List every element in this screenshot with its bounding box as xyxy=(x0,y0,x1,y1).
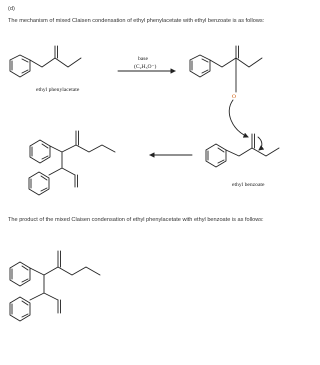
ethyl-benzoate-structure xyxy=(206,134,279,188)
oxygen-atom: O xyxy=(232,94,236,100)
part-label: (d) xyxy=(8,6,15,12)
base-label: base xyxy=(138,56,148,62)
ethyl-phenylacetate-structure xyxy=(10,46,81,93)
beta-keto-ester-mid xyxy=(29,131,115,195)
ethyl-phenylacetate-label: ethyl phenylacetate xyxy=(36,87,80,93)
base-arrow xyxy=(118,56,175,71)
ethyl-benzoate-label: ethyl benzoate xyxy=(232,182,265,188)
curved-arrow-icon xyxy=(229,100,248,137)
final-product-structure xyxy=(10,251,100,321)
enolate-structure xyxy=(190,46,262,100)
base-formula: (C₂H₅O⁻) xyxy=(134,64,157,70)
intro-text: The mechanism of mixed Claisen condensation of ethyl phenylacetate with ethyl benzoate is as follows: xyxy=(8,18,265,24)
product-text: The product of the mixed Claisen condensation of ethyl phenylacetate with ethyl benzoate is as follows: xyxy=(8,217,264,223)
